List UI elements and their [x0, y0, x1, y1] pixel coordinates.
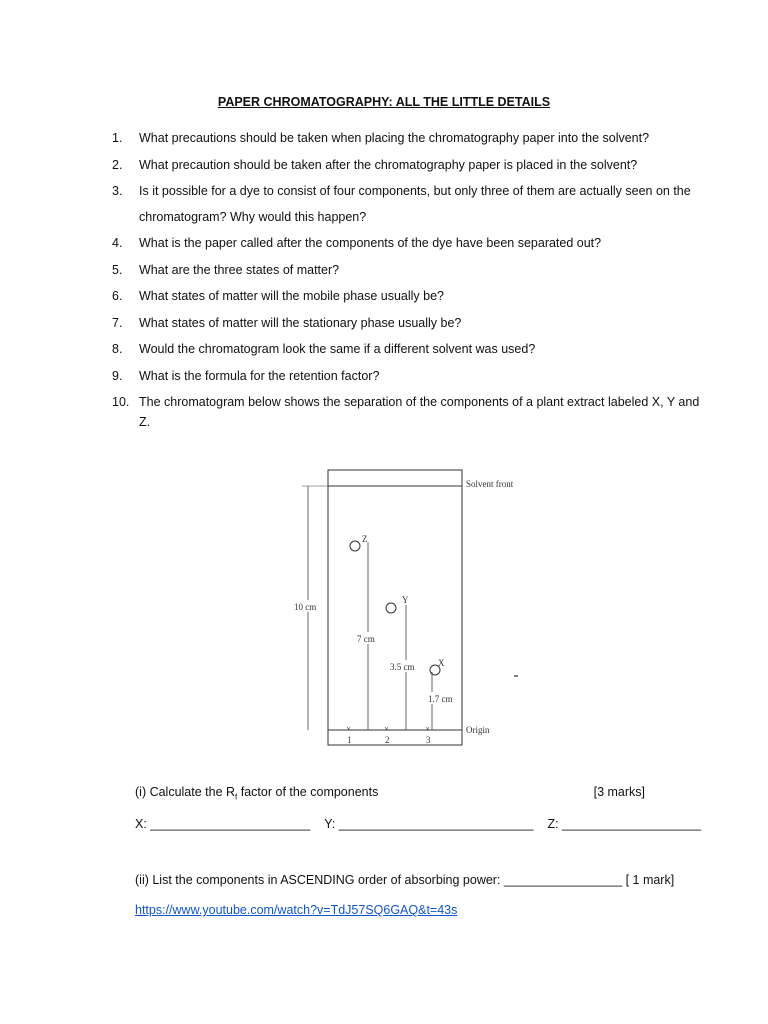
question-number: 5.	[112, 262, 123, 277]
question-number: 7.	[112, 315, 123, 330]
question-list	[112, 130, 702, 443]
question-item	[112, 341, 702, 357]
question-item	[112, 262, 702, 278]
z-distance-label: 7 cm	[357, 634, 375, 644]
z-spot	[350, 541, 360, 551]
question-text: What states of matter will the stationary phase usually be?	[139, 315, 462, 330]
question-number: 1.	[112, 131, 123, 145]
chromatogram-figure	[280, 460, 550, 750]
question-text: What precaution should be taken after the chromatography paper is placed in the solvent?	[139, 157, 638, 172]
question-number: 8.	[112, 342, 123, 356]
question-text: What is the paper called after the components of the dye have been separated out?	[139, 236, 602, 250]
origin-marker-1: ×	[346, 724, 352, 734]
question-item	[112, 315, 702, 331]
answer-z: Z: ____________________	[547, 817, 702, 831]
question-text: What is the formula for the retention factor?	[139, 368, 380, 383]
question-number: 2.	[112, 157, 123, 172]
answer-row	[135, 817, 709, 831]
question-item	[112, 157, 702, 173]
answer-x: X: _______________________	[135, 817, 311, 831]
question-item	[112, 394, 702, 432]
x-label: X	[438, 658, 445, 668]
question-text: What precautions should be taken when placing the chromatography paper into the solvent?	[139, 131, 650, 145]
question-text: Would the chromatogram look the same if a different solvent was used?	[139, 342, 536, 356]
position-label-2: 2	[385, 735, 390, 745]
position-label-3: 3	[426, 735, 431, 745]
part-ii-question: (ii) List the components in ASCENDING order of absorbing power: _________________ [ 1 mark]	[135, 873, 675, 887]
part-i-prefix: (i) Calculate the R	[135, 785, 236, 799]
question-number: 10.	[112, 395, 130, 409]
question-item	[112, 235, 702, 251]
question-text: What are the three states of matter?	[139, 262, 340, 277]
question-text: Is it possible for a dye to consist of four components, but only three of them are actually seen on the chromatogram? Why would this happen?	[139, 184, 691, 224]
y-spot	[386, 603, 396, 613]
part-i-question	[135, 785, 645, 802]
part-i-marks: [3 marks]	[593, 785, 645, 799]
question-number: 9.	[112, 368, 123, 383]
question-number: 4.	[112, 236, 123, 250]
question-item	[112, 368, 702, 384]
question-text: The chromatogram below shows the separation of the components of a plant extract labeled X, Y and Z.	[139, 395, 700, 429]
part-i-suffix: factor of the components	[237, 785, 379, 799]
question-text: What states of matter will the mobile phase usually be?	[139, 289, 445, 303]
page-title: PAPER CHROMATOGRAPHY: ALL THE LITTLE DETAILS	[217, 95, 551, 109]
answer-y: Y: ____________________________	[324, 817, 534, 831]
origin-marker-3: ×	[425, 724, 431, 734]
question-item	[112, 183, 702, 230]
part-i-subscript: f	[235, 792, 238, 802]
question-item	[112, 130, 702, 146]
origin-marker-2: ×	[384, 724, 390, 734]
origin-label: Origin	[466, 725, 490, 735]
question-number: 6.	[112, 289, 123, 303]
question-number: 3.	[112, 184, 123, 198]
solvent-front-label: Solvent front	[466, 479, 514, 489]
total-distance-label: 10 cm	[294, 602, 317, 612]
youtube-link[interactable]: https://www.youtube.com/watch?v=TdJ57SQ6GAQ&t=43s	[135, 903, 458, 917]
x-distance-label: 1.7 cm	[428, 694, 453, 704]
position-label-1: 1	[347, 735, 352, 745]
question-item	[112, 288, 702, 304]
z-label: Z	[362, 534, 368, 544]
chromatogram-diagram	[280, 460, 550, 750]
y-label: Y	[402, 595, 409, 605]
y-distance-label: 3.5 cm	[390, 662, 415, 672]
